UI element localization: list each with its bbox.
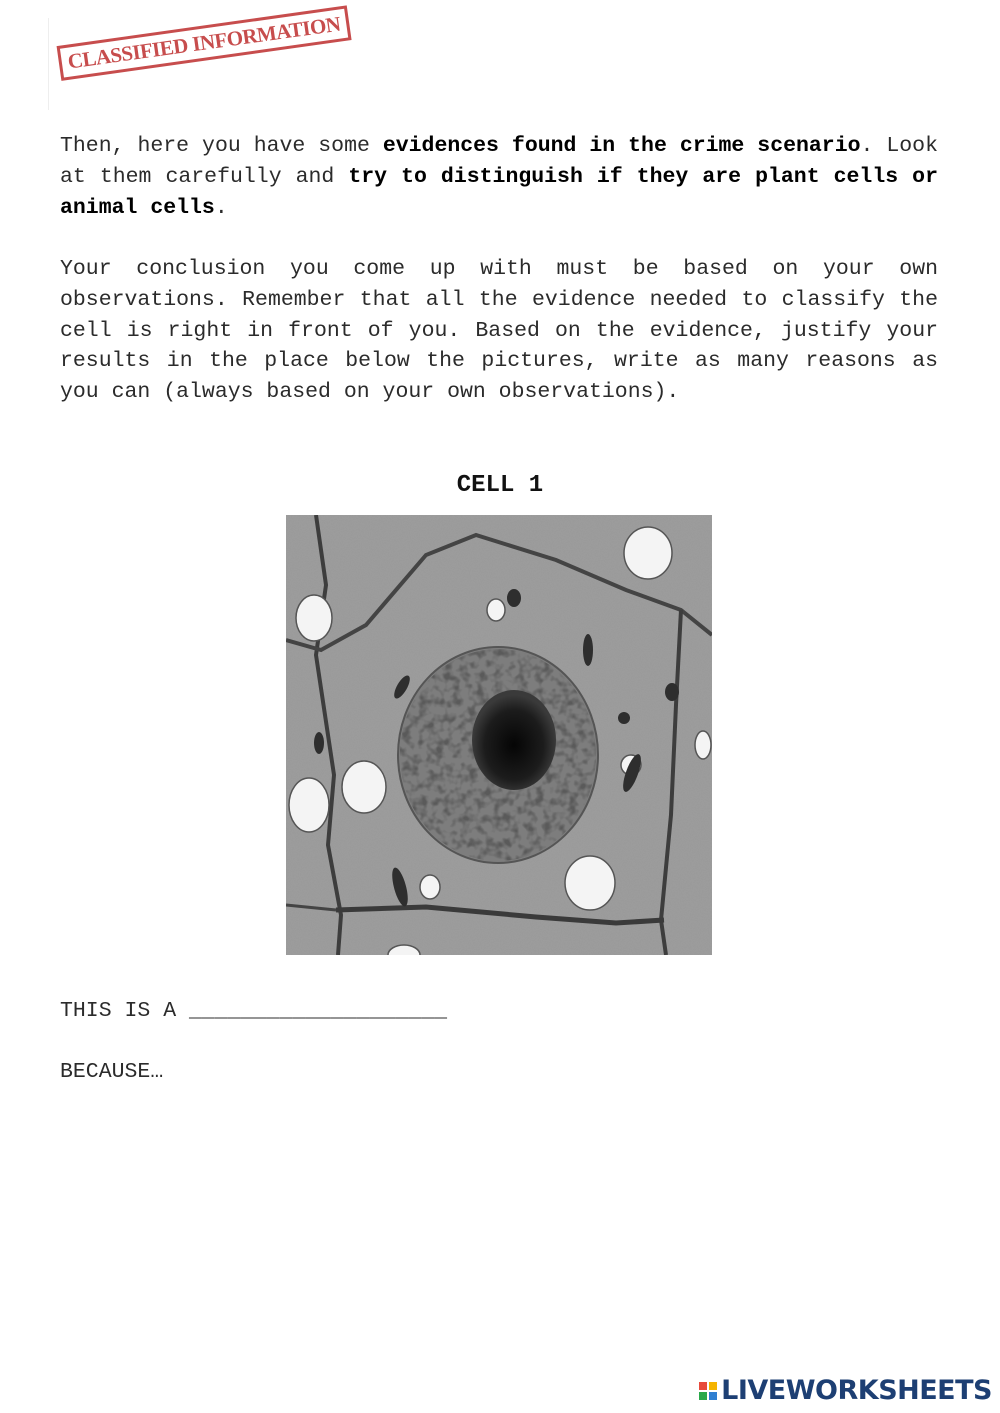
classified-stamp-text: CLASSIFIED INFORMATION: [57, 5, 352, 80]
answer-because-label: BECAUSE…: [60, 1060, 164, 1084]
liveworksheets-footer: [699, 1375, 992, 1406]
intro-bold-task: try to distinguish if they are plant cells or animal cells: [60, 164, 938, 220]
liveworksheets-brand: LIVEWORKSHEETS: [721, 1375, 992, 1406]
cell-title: CELL 1: [456, 472, 544, 499]
intro-paragraph: Then, here you have some evidences found in the crime scenario. Look at them carefully and try to distinguish if they are plant cells or animal cells.: [60, 134, 938, 220]
answer-line-cell-type: THIS IS A ____________________: [60, 999, 448, 1023]
instructions-paragraph: Your conclusion you come up with must be based on your own observations. Remember that all the evidence needed to classify the cell is right in front of you. Based on the evidence, justify your results in the place below the pictures, write as many reasons as you can (always based on your own observations).: [60, 257, 938, 405]
cell-micrograph-icon: [286, 515, 712, 955]
classified-stamp: [48, 11, 342, 110]
intro-bold-evidence: evidences found in the crime scenario: [382, 134, 861, 158]
liveworksheets-logo-icon: [699, 1382, 717, 1400]
